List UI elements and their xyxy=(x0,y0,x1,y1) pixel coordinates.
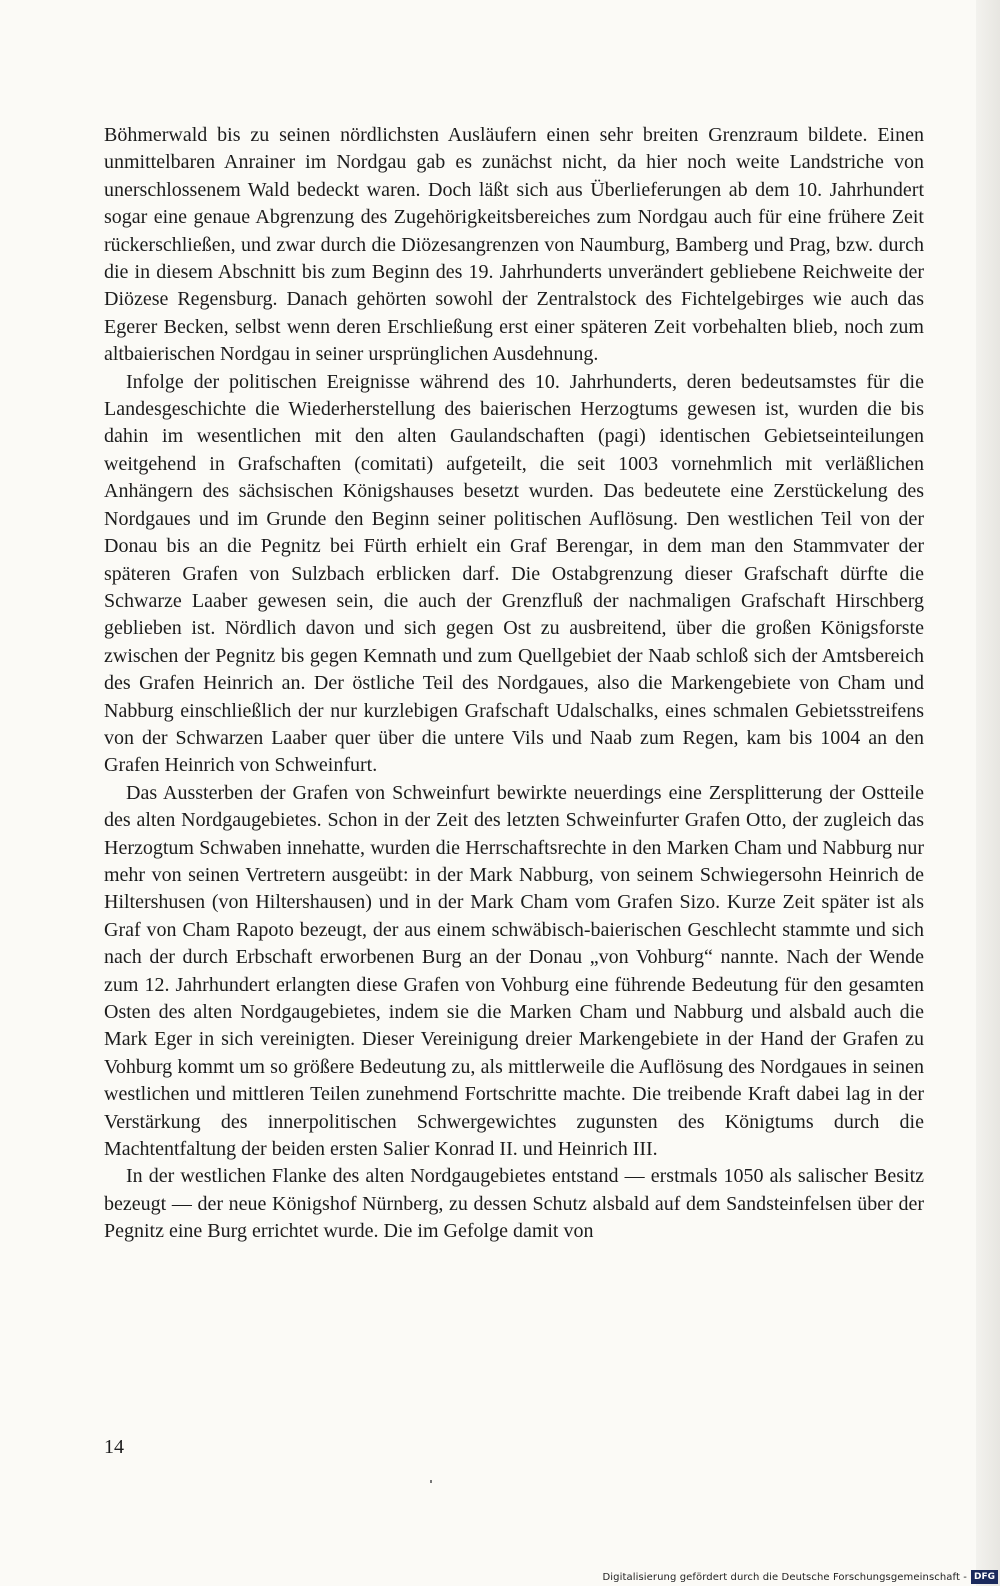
paragraph-2: Infolge der politischen Ereignisse während des 10. Jahrhunderts, deren bedeutsamstes für die Landesgeschichte die Wiederherstellung des baierischen Herzogtums gewesen ist, wurden die bis dahin im wesentlichen mit den alten Gaulandschaften (pagi) identischen Gebietseinteilungen weitgehend in Grafschaften (comitati) aufgeteilt, die seit 1003 vornehmlich mit verläßlichen Anhängern des sächsischen Königshauses besetzt wurden. Das bedeutete eine Zerstückelung des Nordgaues und im Grunde den Beginn seiner politischen Auflösung. Den westlichen Teil von der Donau bis an die Pegnitz bei Fürth erhielt ein Graf Berengar, in dem man den Stammvater der späteren Grafen von Sulzbach erblicken darf. Die Ostabgrenzung dieser Grafschaft dürfte die Schwarze Laaber gewesen sein, die auch der Grenzfluß der nachmaligen Grafschaft Hirschberg geblieben ist. Nördlich davon und sich gegen Ost zu ausbreitend, über die großen Königsforste zwischen der Pegnitz bis gegen Kemnath und zum Quellgebiet der Naab schloß sich der Amtsbereich des Grafen Heinrich an. Der östliche Teil des Nordgaues, also die Markengebiete von Cham und Nabburg einschließlich der nur kurzlebigen Grafschaft Udalschalks, eines schmalen Gebietsstreifens von der Schwarzen Laaber quer über die untere Vils und Naab zum Regen, kam bis 1004 an den Grafen Heinrich von Schweinfurt. xyxy=(104,370,924,777)
scan-edge xyxy=(976,0,1000,1586)
paragraph-4: In der westlichen Flanke des alten Nordgaugebietes entstand — erstmals 1050 als salischer Besitz bezeugt — der neue Königshof Nürnberg, zu dessen Schutz alsbald auf dem Sandsteinfelsen über der Pegnitz eine Burg errichtet wurde. Die im Gefolge damit von xyxy=(104,1165,924,1243)
digitization-footer xyxy=(602,1568,1000,1586)
paragraph-1: Böhmerwald bis zu seinen nördlichsten Ausläufern einen sehr breiten Grenzraum bildete. Einen unmittelbaren Anrainer im Nordgau gab es zunächst nicht, da hier noch weite Landstriche von unerschlossenem Wald bedeckt waren. Doch läßt sich aus Überlieferungen ab dem 10. Jahrhundert sogar eine genaue Abgrenzung des Zugehörigkeitsbereiches zum Nordgau auch für eine frühere Zeit rückerschließen, und zwar durch die Diözesangrenzen von Naumburg, Bamberg und Prag, bzw. durch die in diesem Abschnitt bis zum Beginn des 19. Jahrhunderts unverändert gebliebene Reichweite der Diözese Regensburg. Danach gehörten sowohl der Zentralstock des Fichtelgebirges wie auch das Egerer Becken, selbst wenn deren Erschließung erst einer späteren Zeit vorbehalten blieb, noch zum altbaierischen Nordgau in seiner ursprünglichen Ausdehnung. xyxy=(104,124,924,366)
page-number: 14 xyxy=(104,1436,124,1458)
footer-credit: Digitalisierung gefördert durch die Deutsche Forschungsgemeinschaft - xyxy=(602,1571,967,1583)
dfg-logo-icon: DFG xyxy=(971,1570,998,1584)
body-text xyxy=(104,122,924,1246)
paragraph-3: Das Aussterben der Grafen von Schweinfurt bewirkte neuerdings eine Zersplitterung der Ostteile des alten Nordgaugebietes. Schon in der Zeit des letzten Schweinfurter Grafen Otto, der zugleich das Herzogtum Schwaben innehatte, wurden die Herrschaftsrechte in den Marken Cham und Nabburg nur mehr von seinen Vertretern ausgeübt: in der Mark Nabburg, von seinem Schwiegersohn Heinrich de Hiltershusen (von Hiltershausen) und in der Mark Cham vom Grafen Sizo. Kurze Zeit später ist als Graf von Cham Rapoto bezeugt, der aus einem schwäbisch-baierischen Geschlecht stammte und sich nach der durch Erbschaft erworbenen Burg an der Donau „von Vohburg“ nannte. Nach der Wende zum 12. Jahrhundert erlangten diese Grafen von Vohburg eine führende Bedeutung für den gesamten Osten des alten Nordgaugebietes, indem sie die Marken Cham und Nabburg und alsbald auch die Mark Eger in sich vereinigten. Dieser Vereinigung dreier Markengebiete in der Hand der Grafen zu Vohburg kommt um so größere Bedeutung zu, als mittlerweile die Auflösung des Nordgaues in seinen westlichen und mittleren Teilen zunehmend Fortschritte machte. Die treibende Kraft dabei lag in der Verstärkung des innerpolitischen Schwergewichtes zugunsten des Königtums durch die Machtentfaltung der beiden ersten Salier Konrad II. und Heinrich III. xyxy=(104,781,924,1161)
scan-speck xyxy=(430,1480,432,1483)
